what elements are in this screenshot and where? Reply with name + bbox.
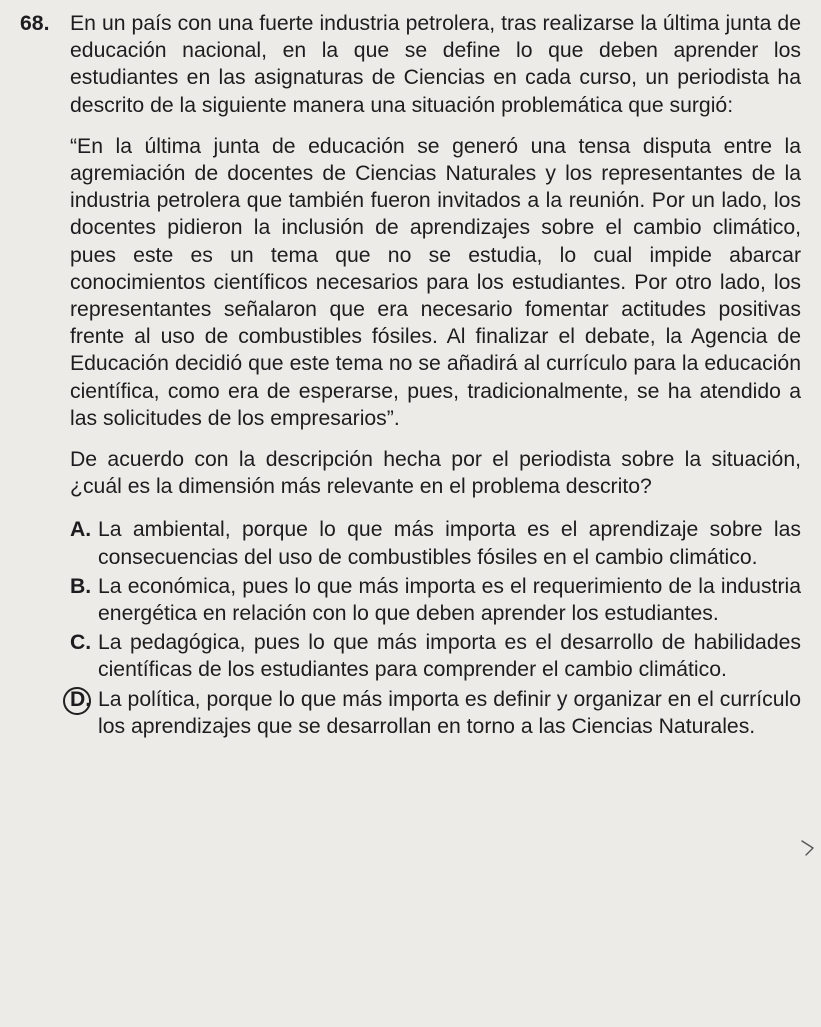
option-d-letter-circled: D.	[70, 686, 98, 713]
option-b-letter: B.	[70, 574, 92, 598]
journalist-quote: “En la última junta de educación se generó una tensa disputa entre la agremiación de docentes de Ciencias Naturales y los representantes de la industria petrolera que también fueron invitados a la reunión. Por un lado, los docentes pidieron la inclusión de aprendizajes sobre el cambio climático, pues este es un tema que no se estudia, lo cual impide abarcar conocimientos científicos necesarios para los estudiantes. Por otro lado, los representantes señalaron que era necesario fomentar actitudes positivas frente al uso de combustibles fósiles. Al finalizar el debate, la Agencia de Educación decidió que este tema no se añadirá al currículo para la educación científica, como era de esperarse, pues, tradicionalmente, se ha atendido a las solicitudes de los empresarios”.	[70, 134, 801, 430]
option-a-letter: A.	[70, 518, 92, 542]
option-b-text: La económica, pues lo que más importa es el requerimiento de la industria energética en relación con lo que deben aprender los estudiantes.	[98, 574, 801, 626]
question-prompt: De acuerdo con la descripción hecha por el periodista sobre la situación, ¿cuál es la dimensión más relevante en el problema descrito?	[70, 448, 801, 499]
question-number: 68.	[20, 12, 50, 35]
option-b[interactable]	[70, 573, 801, 627]
question-body	[70, 10, 801, 742]
option-a[interactable]	[70, 516, 801, 570]
option-c-text: La pedagógica, pues lo que más importa es el desarrollo de habilidades científicas de los estudiantes para comprender el cambio climático.	[98, 631, 801, 682]
answer-options	[70, 516, 801, 740]
option-d[interactable]	[70, 686, 801, 740]
pencil-mark-icon	[801, 839, 815, 857]
option-c-letter: C.	[70, 631, 92, 655]
option-c[interactable]	[70, 629, 801, 683]
option-a-text: La ambiental, porque lo que más importa es el aprendizaje sobre las consecuencias del uso de combustibles fósiles en el cambio climático.	[98, 518, 801, 569]
option-d-text: La política, porque lo que más importa es definir y organizar en el currículo los aprendizajes que se desarrollan en torno a las Ciencias Naturales.	[98, 687, 801, 738]
question-68	[20, 10, 801, 742]
question-intro: En un país con una fuerte industria petrolera, tras realizarse la última junta de educación nacional, en la que se define lo que deben aprender los estudiantes en las asignaturas de Ciencias en cada curso, un periodista ha descrito de la siguiente manera una situación problemática que surgió:	[70, 12, 801, 117]
